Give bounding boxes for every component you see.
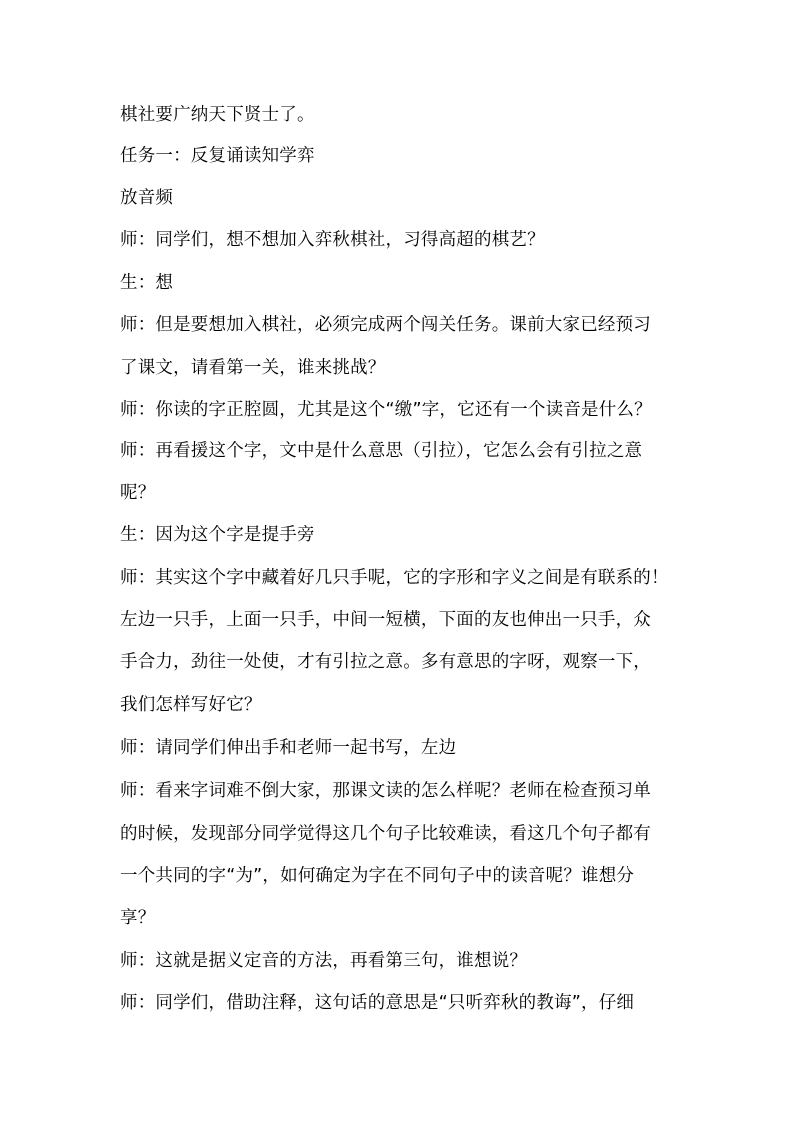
text-line: 师：但是要想加入棋社，必须完成两个闯关任务。课前大家已经预习 — [120, 315, 651, 335]
text-line: 放音频 — [120, 188, 174, 208]
text-line: 左边一只手，上面一只手，中间一短横，下面的友也伸出一只手，众 — [120, 610, 651, 630]
text-line: 享？ — [120, 908, 156, 928]
text-line: 了课文，请看第一关，谁来挑战？ — [120, 358, 386, 378]
text-line: 手合力，劲往一处使，才有引拉之意。多有意思的字呀，观察一下， — [120, 652, 651, 672]
text-line: 呢？ — [120, 483, 156, 503]
text-line: 一个共同的字“为”，如何确定为字在不同句子中的读音呢？谁想分 — [120, 866, 635, 886]
section-heading: 任务一：反复诵读知学弈 — [120, 146, 315, 166]
text-line: 生：想 — [120, 273, 174, 293]
text-line: 的时候，发现部分同学觉得这几个句子比较难读，看这几个句子都有 — [120, 824, 651, 844]
text-line: 师：看来字词难不倒大家，那课文读的怎么样呢？老师在检查预习单 — [120, 781, 651, 801]
text-line: 师：请同学们伸出手和老师一起书写，左边 — [120, 738, 457, 758]
text-line: 生：因为这个字是提手旁 — [120, 525, 315, 545]
text-line: 我们怎样写好它？ — [120, 695, 262, 715]
text-line: 师：其实这个字中藏着好几只手呢，它的字形和字义之间是有联系的！ — [120, 568, 669, 588]
text-line: 师：再看援这个字，文中是什么意思（引拉），它怎么会有引拉之意 — [120, 441, 643, 461]
text-line: 师：同学们，借助注释，这句话的意思是“只听弈秋的教诲”，仔细 — [120, 993, 635, 1013]
text-line: 师：你读的字正腔圆，尤其是这个“缴”字，它还有一个读音是什么？ — [120, 400, 652, 420]
text-line: 师：同学们，想不想加入弈秋棋社，习得高超的棋艺？ — [120, 230, 545, 250]
text-line: 师：这就是据义定音的方法，再看第三句，谁想说？ — [120, 951, 528, 971]
text-line: 棋社要广纳天下贤士了。 — [120, 105, 315, 125]
